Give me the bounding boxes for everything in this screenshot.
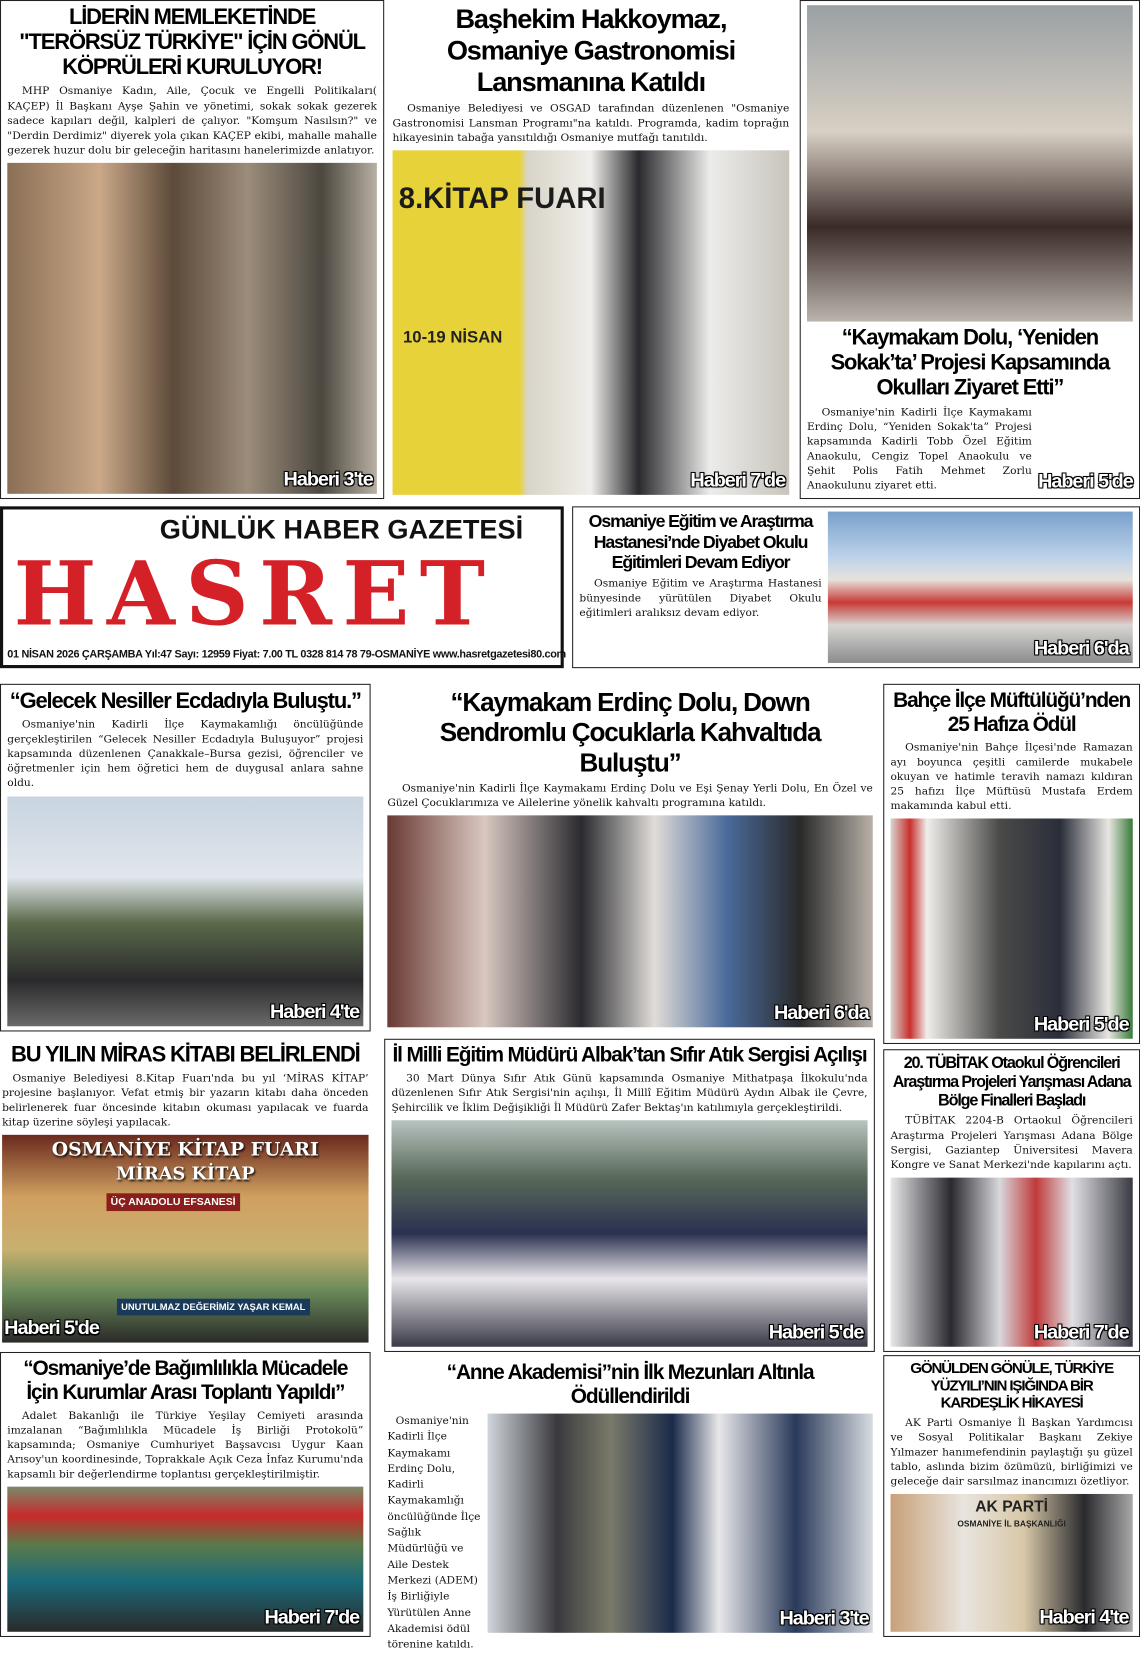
article-body: Osmaniye'nin Kadirli İlçe Kaymakamı Erdinç Dolu, Kadirli Kaymakamlığı öncülüğünde İlçe Sağlık Müdürlüğü ve Aile Destek Merkezi (ADEM) İş Birliğiyle Yürütülen Anne Akademisi ödül törenine katıldı. <box>387 1415 481 1651</box>
page-reference[interactable]: Haberi 3'te <box>283 468 373 491</box>
article-zero-waste[interactable] <box>384 1039 875 1352</box>
headline: “Kaymakam Erdinç Dolu, Down Sendromlu Çocuklarla Kahvaltıda Buluştu” <box>439 687 821 778</box>
article-photo <box>891 1177 1133 1346</box>
article-photo <box>891 819 1133 1039</box>
poster-badge: ÜÇ ANADOLU EFSANESİ <box>106 1194 239 1212</box>
article-body: MHP Osmaniye Kadın, Aile, Çocuk ve Engelli Politikaları( KAÇEP) İl Başkanı Ayşe Şahin ve yönetimi, sokak sokak gezerek sadece kapıları değil, kalpleri de çalıyor. "Komşum Nasılsın?" ve "Derdin Derdimiz" diyerek yola çıkan KAÇEP ekibi, mahalle mahalle gezerek huzur dolu bir geleceğin haritasını hanelerimizde anlatıyor. <box>7 86 377 157</box>
article-body: Osmaniye'nin Kadirli İlçe Kaymakamlığı öncülüğünde gerçekleştirilen “Gelecek Nesiller Ecdadıyla Buluşuyor” projesi kapsamında düzenlenen Çanakkale–Bursa gezisi, öğrenciler ve öğretmenler için hem öğretici hem de duygusal anlara sahne oldu. <box>7 719 364 790</box>
article-body: AK Parti Osmaniye İl Başkan Yardımcısı ve Sosyal Politikalar Başkanı Zekiye Yılmazer hanımefendinin paylaştığı şu güzel tablo, aslında bizim özümüzü, birliğimizi ve geleceğe dair sarsılmaz inancımızı özetliyor. <box>890 1417 1133 1489</box>
sign-subtext: OSMANİYE İL BAŞKANLIĞI <box>957 1519 1066 1529</box>
masthead-subtitle: GÜNLÜK HABER GAZETESİ <box>159 513 524 545</box>
article-photo <box>891 1494 1133 1631</box>
article-down-syndrome-breakfast[interactable] <box>381 684 879 1032</box>
article-diabetes-school[interactable] <box>572 506 1140 668</box>
article-mother-academy[interactable] <box>381 1357 879 1651</box>
headline: 20. TÜBİTAK Otaokul Öğrencileri Araştırma Projeleri Yarışması Adana Bölge Finalleri Başladı <box>892 1054 1131 1110</box>
article-body: Osmaniye Belediyesi 8.Kitap Fuarı'nda bu yıl ‘MİRAS KİTAP’ projesine başlanıyor. Vefat etmiş bir yazarın kitabı daha önceden belirlenerek fuar öncesinde kitabın okuması yapılacak ve fuarda kitap üzerine söyleşi yapılacak. <box>2 1073 369 1129</box>
article-photo <box>7 163 377 494</box>
headline: “Anne Akademisi”nin İlk Mezunları Altınla Ödüllendirildi <box>446 1361 814 1409</box>
headline: “Osmaniye’de Bağımlılıkla Mücadele İçin Kurumlar Arası Toplantı Yapıldı” <box>23 1357 348 1405</box>
article-photo <box>392 1120 868 1346</box>
article-kacep[interactable] <box>0 0 384 499</box>
article-brotherhood-story[interactable] <box>883 1355 1140 1637</box>
article-legacy-book[interactable] <box>0 1039 371 1347</box>
poster-image <box>2 1135 368 1342</box>
article-body: Osmaniye Belediyesi ve OSGAD tarafından düzenlenen "Osmaniye Gastronomisi Lansman Programı"na katıldı. Programda, kadim toprağın hikayesinin tabağa yansıtıldığı Osmaniye mutfağı tanıtıldı. <box>392 103 790 144</box>
masthead <box>0 506 564 668</box>
article-addiction-meeting[interactable] <box>0 1352 371 1637</box>
page-reference[interactable]: Haberi 4'te <box>1039 1606 1129 1629</box>
page-reference[interactable]: Haberi 3'te <box>779 1607 869 1630</box>
page-reference[interactable]: Haberi 7'de <box>264 1606 360 1629</box>
article-photo <box>7 1487 363 1632</box>
poster-subtitle: MİRAS KİTAP <box>116 1164 255 1186</box>
article-photo <box>807 5 1133 321</box>
article-body: Osmaniye'nin Bahçe İlçesi'nde Ramazan ayı boyunca çeşitli camilerde mukabele okuyan ve hatimle teravih namazı kıldıran 25 hafızı İlçe Müftüsü Mustafa Erdem makamında kabul etti. <box>890 742 1133 813</box>
article-body: Adalet Bakanlığı ile Türkiye Yeşilay Cemiyeti arasında imzalanan “Bağımlılıkla Mücadele İş Birliği Protokolü” kapsamında; Osmaniye Cumhuriyet Başsavcısı Uygur Kaan Arısoy'un koordinesinde, Toprakkale Açık Ceza İnfaz Kurumu'nda kapsamlı bir değerlendirme toplantısı gerçekleştirilmiştir. <box>7 1410 364 1481</box>
article-gastronomy[interactable] <box>386 0 795 499</box>
article-body: Osmaniye Eğitim ve Araştırma Hastanesi bünyesinde yürütülen Diyabet Okulu eğitimleri aralıksız devam ediyor. <box>579 578 822 619</box>
article-photo <box>828 512 1133 663</box>
poster-title: OSMANİYE KİTAP FUARI <box>51 1139 319 1162</box>
sign-text: AK PARTİ <box>975 1498 1049 1517</box>
page-reference[interactable]: Haberi 5'de <box>768 1321 864 1344</box>
page-reference[interactable]: Haberi 6'da <box>773 1002 869 1025</box>
article-photo <box>488 1414 873 1633</box>
masthead-info-line: 01 NİSAN 2026 ÇARŞAMBA Yıl:47 Sayı: 12959 Fiyat: 7.00 TL 0328 814 78 79-OSMANİYE www.hasretgazetesi80.com <box>7 649 566 661</box>
page-reference[interactable]: Haberi 5'de <box>1033 1013 1129 1036</box>
page-reference[interactable]: Haberi 5'de <box>4 1317 99 1340</box>
page-reference[interactable]: Haberi 5'de <box>1038 470 1133 493</box>
headline: Osmaniye Eğitim ve Araştırma Hastanesi’nde Diyabet Okulu Eğitimleri Devam Ediyor <box>588 511 813 573</box>
page-reference[interactable]: Haberi 4'te <box>269 1001 360 1024</box>
article-body: TÜBİTAK 2204-B Ortaokul Öğrencileri Araştırma Projeleri Yarışması Adana Bölge Sergisi, Gaziantep Üniversitesi Mavera Kongre ve Sanat Merkezi'nde kapılarını açtı. <box>890 1115 1133 1172</box>
page-reference[interactable]: Haberi 7'de <box>690 469 786 492</box>
poster-title: 8.KİTAP FUARI <box>398 181 606 214</box>
article-photo <box>7 796 363 1026</box>
article-hafiz-award[interactable] <box>883 684 1140 1044</box>
article-photo <box>393 150 790 495</box>
poster-dates: 10-19 NİSAN <box>402 328 503 347</box>
page-reference[interactable]: Haberi 7'de <box>1033 1321 1129 1344</box>
headline: LİDERİN MEMLEKETİNDE "TERÖRSÜZ TÜRKİYE" İÇİN GÖNÜL KÖPRÜLERİ KURULUYOR! <box>19 5 365 80</box>
headline: Bahçe İlçe Müftülüğü’nden 25 Hafıza Ödül <box>893 689 1131 737</box>
headline: İl Milli Eğitim Müdürü Albak’tan Sıfır Atık Sergisi Açılışı <box>392 1044 867 1067</box>
headline: “Gelecek Nesiller Ecdadıyla Buluştu.” <box>9 689 361 714</box>
article-body: Osmaniye'nin Kadirli İlçe Kaymakamı Erdinç Dolu, “Yeniden Sokak'ta” Projesi kapsamında Kadirli Tobb Özel Eğitim Anaokulu, Cengiz Topel Anaokulu ve Şehit Polis Fatih Mehmet Zorlu Anaokulunu ziyaret etti. <box>807 406 1032 492</box>
page-reference[interactable]: Haberi 6'da <box>1033 637 1129 660</box>
headline: Başhekim Hakkoymaz, Osmaniye Gastronomisi Lansmanına Katıldı <box>446 3 735 97</box>
poster-footer: UNUTULMAZ DEĞERİMİZ YAŞAR KEMAL <box>117 1299 310 1316</box>
headline: GÖNÜLDEN GÖNÜLE, TÜRKİYE YÜZYILI’NIN IŞIĞINDA BİR KARDEŞLİK HİKAYESİ <box>910 1360 1114 1412</box>
article-body: 30 Mart Dünya Sıfır Atık Günü kapsamında Osmaniye Mithatpaşa İlkokulu'nda düzenlenen Sıfır Atık Sergisi'nin açılışı, İl Millî Eğitim Müdürü Aydın Albak ile Çevre, Şehircilik ve İklim Değişikliği İl Müdürü Zafer Bektaş'ın katılımıyla gerçekleştirildi. <box>391 1073 868 1115</box>
masthead-logo: HASRET <box>13 541 496 646</box>
article-school-visit[interactable] <box>800 0 1140 499</box>
article-canakkale-trip[interactable] <box>0 684 371 1032</box>
headline: “Kaymakam Dolu, ‘Yeniden Sokak’ta’ Projesi Kapsamında Okulları Ziyaret Etti” <box>830 325 1110 401</box>
article-photo <box>387 816 872 1028</box>
article-body: Osmaniye'nin Kadirli İlçe Kaymakamı Erdinç Dolu ve Eşi Şenay Yerli Dolu, En Özel ve Güzel Çocuklarımıza ve Ailelerine yönelik kahvaltı programına katıldı. <box>387 783 873 810</box>
headline: BU YILIN MİRAS KİTABI BELİRLENDİ <box>11 1042 360 1067</box>
article-tubitak[interactable] <box>883 1049 1140 1352</box>
